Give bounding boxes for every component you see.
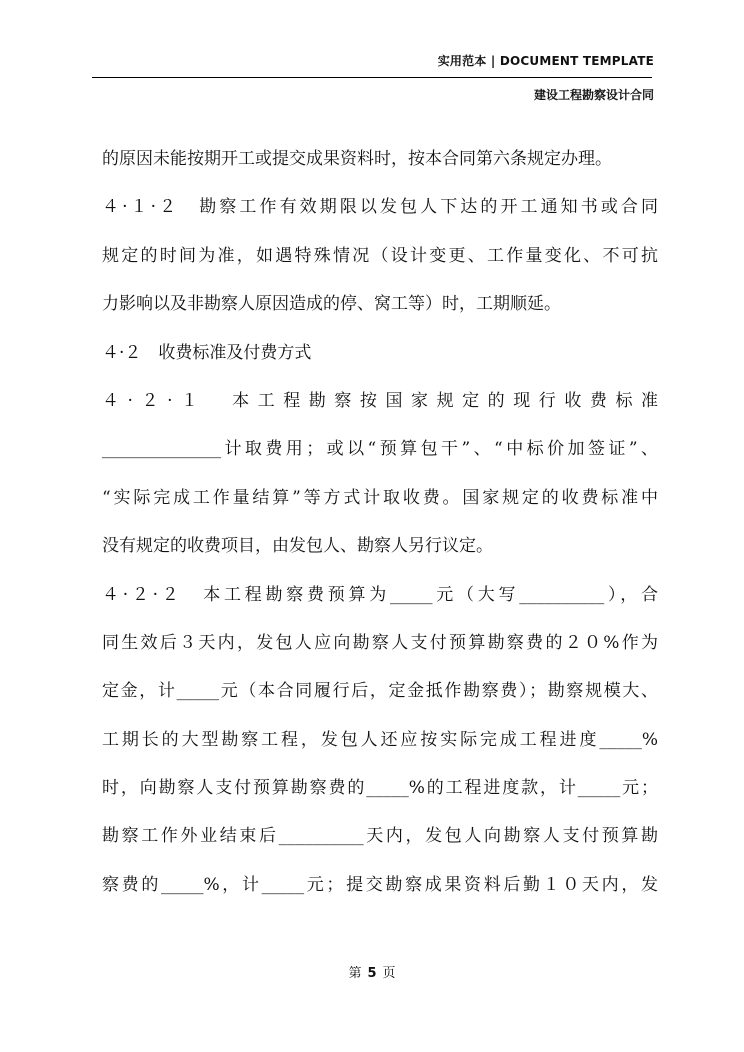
text-line: 的原因未能按期开工或提交成果资料时，按本合同第六条规定办理。 <box>102 149 612 169</box>
footer-suffix: 页 <box>382 966 396 981</box>
section-heading: ４·２ 收费标准及付费方式 <box>102 342 312 363</box>
text-line: ４·２·１ 本工程勘察按国家规定的现行收费标准 <box>102 390 658 411</box>
footer-prefix: 第 <box>348 966 362 981</box>
text-line: 察费的_____%，计_____元；提交勘察成果资料后勤１０天内，发 <box>102 874 658 895</box>
page-footer <box>0 962 744 981</box>
text-line: 定金，计_____元（本合同履行后，定金抵作勘察费）；勘察规模大、 <box>102 681 658 702</box>
text-line: 勘察工作外业结束后__________天内，发包人向勘察人支付预算勘 <box>102 826 658 847</box>
text-line: ______________计取费用；或以“预算包干”、“中标价加签证”、 <box>102 439 658 460</box>
body-text <box>102 135 658 909</box>
page-number: 5 <box>367 966 377 981</box>
text-line: 规定的时间为准，如遇特殊情况（设计变更、工作量变化、不可抗 <box>102 245 658 266</box>
text-line: 力影响以及非勘察人原因造成的停、窝工等）时，工期顺延。 <box>102 294 561 315</box>
header-template-label: 实用范本 | DOCUMENT TEMPLATE <box>437 54 654 68</box>
text-line: “实际完成工作量结算”等方式计取收费。国家规定的收费标准中 <box>102 487 658 508</box>
text-line: 时，向勘察人支付预算勘察费的_____%的工程进度款，计_____元； <box>102 778 658 799</box>
text-line: 没有规定的收费项目，由发包人、勘察人另行议定。 <box>102 536 493 557</box>
text-line: 工期长的大型勘察工程，发包人还应按实际完成工程进度_____% <box>102 729 658 750</box>
text-line: 同生效后３天内，发包人应向勘察人支付预算勘察费的２０%作为 <box>102 632 658 653</box>
header-document-title: 建设工程勘察设计合同 <box>533 88 654 102</box>
text-line: ４·２·２ 本工程勘察费预算为_____元（大写__________），合 <box>102 584 658 605</box>
text-line: ４·１·２ 勘察工作有效期限以发包人下达的开工通知书或合同 <box>102 197 658 218</box>
header-divider <box>92 77 652 78</box>
